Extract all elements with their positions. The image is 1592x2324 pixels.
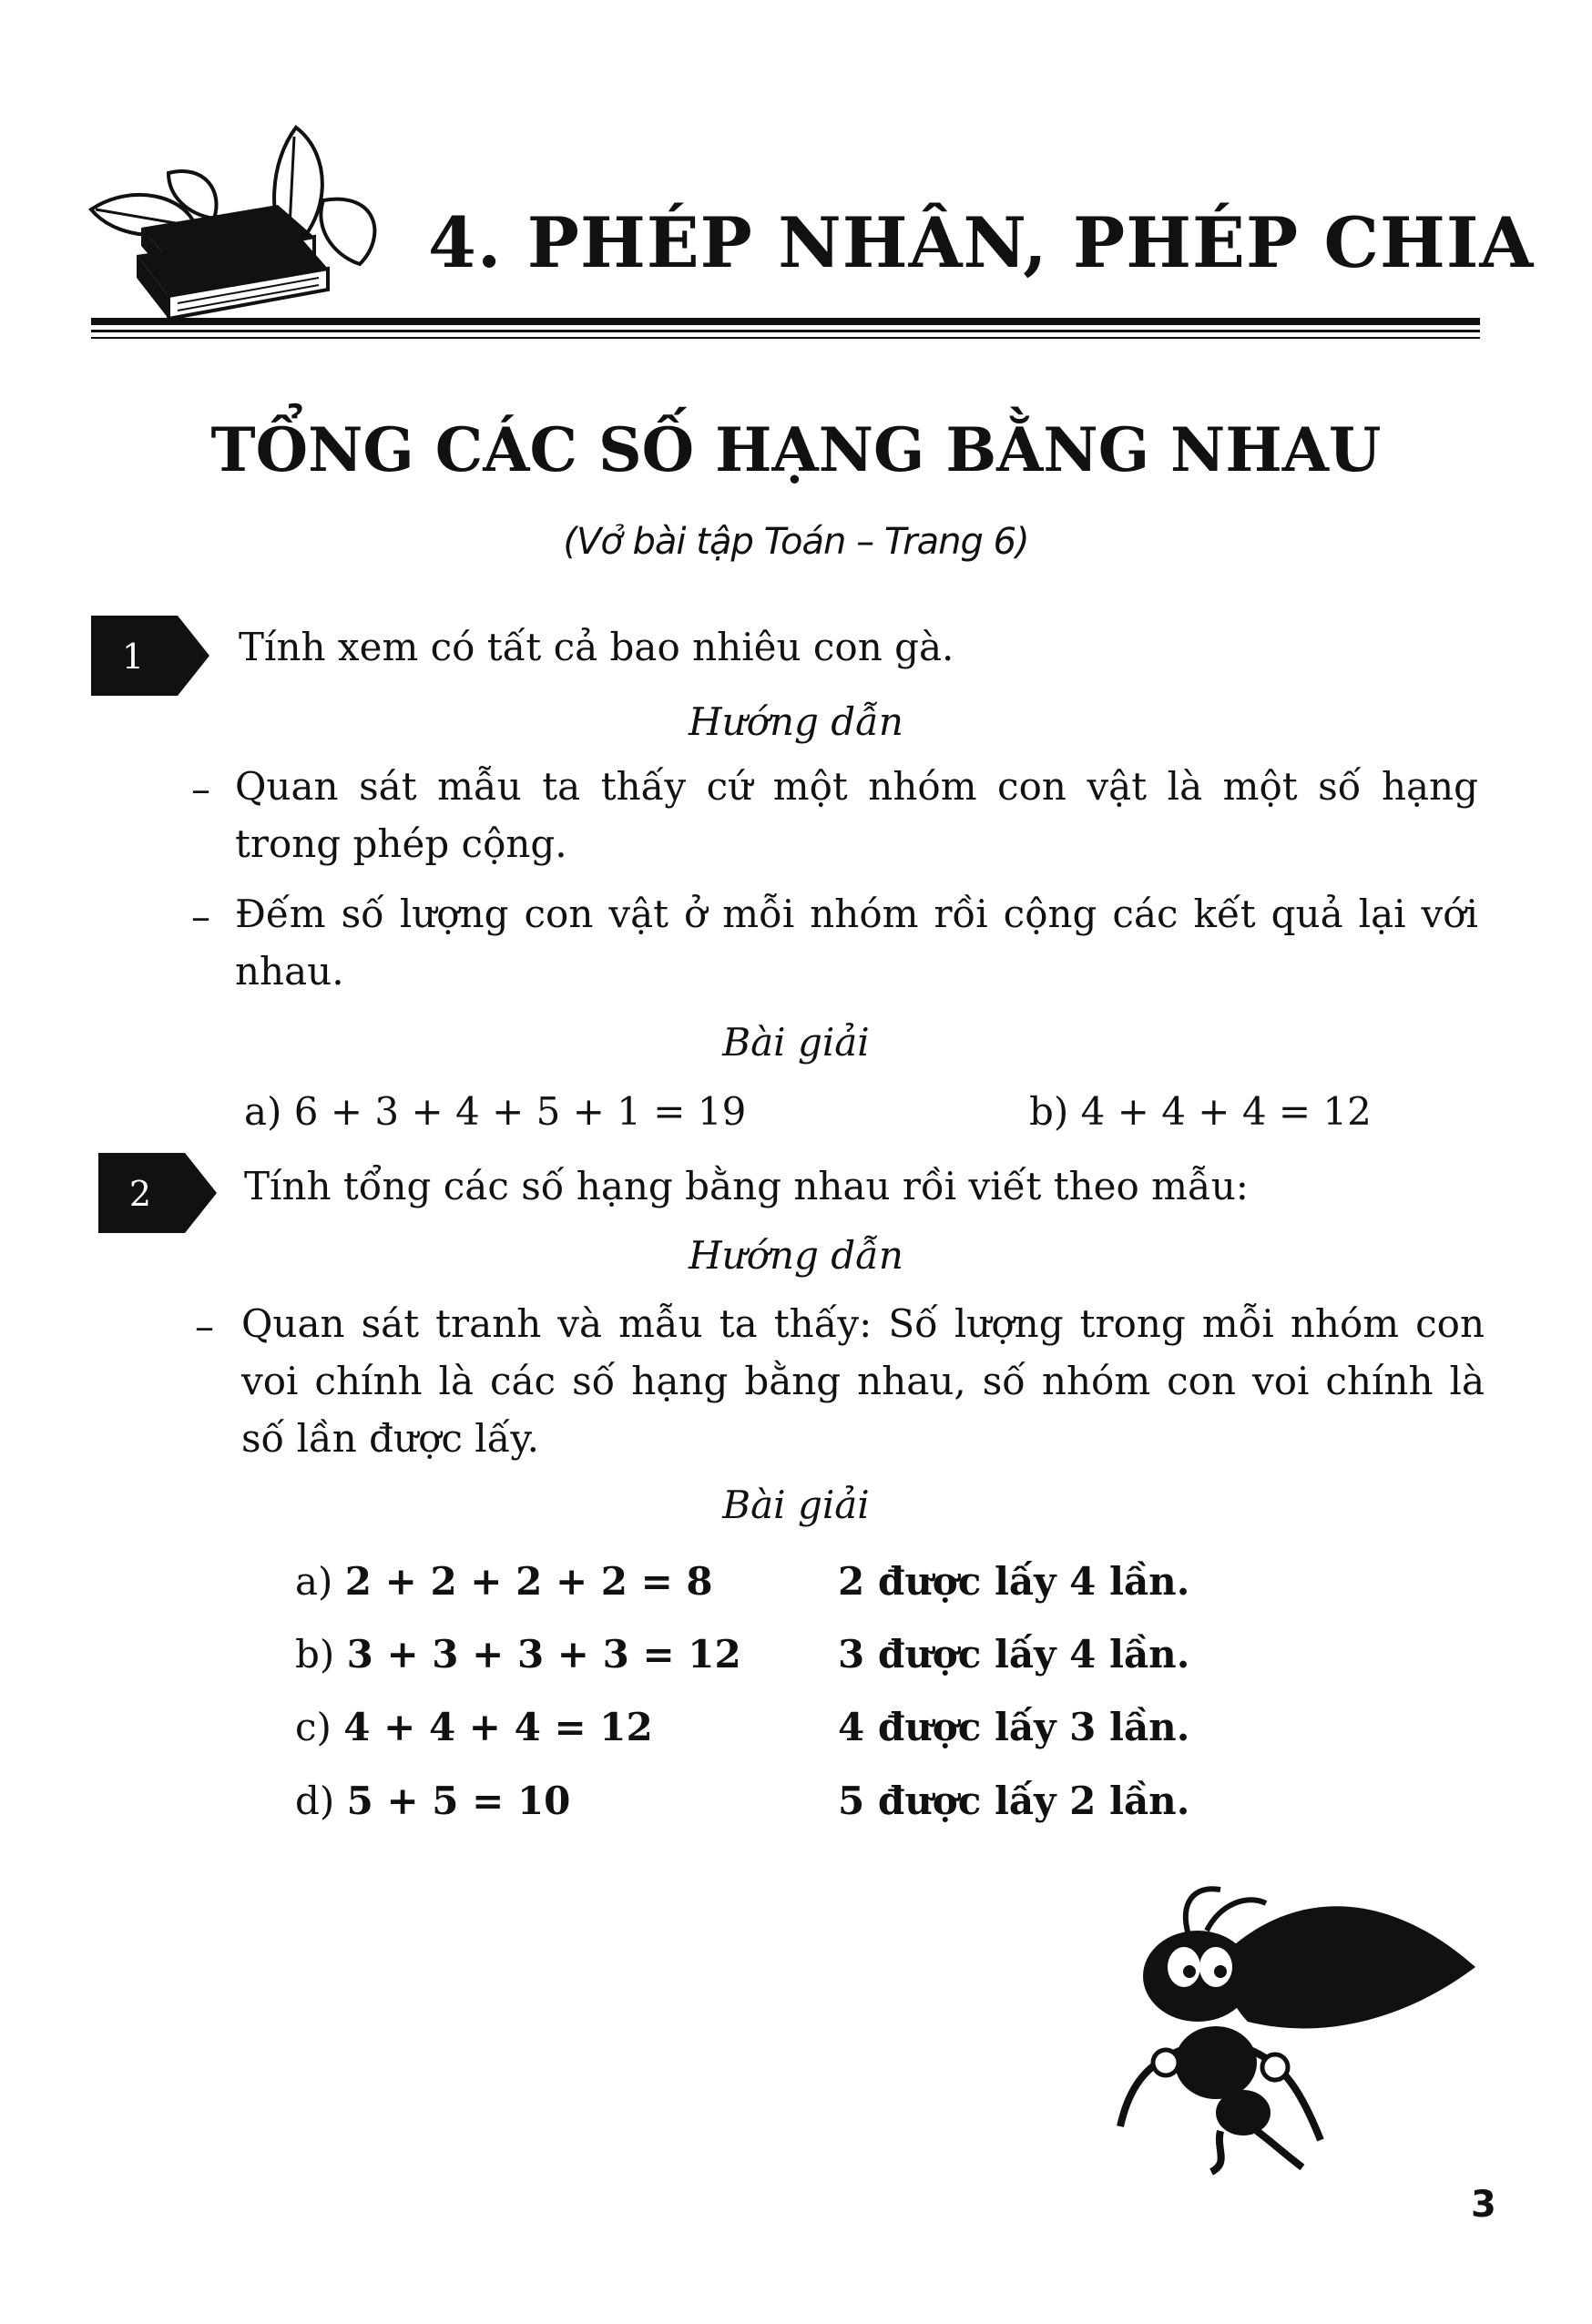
exercise-2-answer-row [295, 1632, 741, 1677]
exercise-1-guide-heading: Hướng dẫn [689, 699, 903, 744]
page-number: 3 [1471, 2184, 1496, 2226]
exercise-1-solution-heading: Bài giải [722, 1020, 870, 1065]
bullet-dash: – [195, 1304, 214, 1349]
header-rule [91, 318, 1480, 325]
exercise-1-guide-item: Đếm số lượng con vật ở mỗi nhóm rồi cộng các kết quả lại với nhau. [235, 892, 1478, 994]
answer-label: d) [295, 1779, 335, 1823]
bullet-dash: – [191, 894, 210, 939]
exercise-2-answer-row [295, 1779, 570, 1823]
exercise-1-guide-item: Quan sát mẫu ta thấy cứ một nhóm con vật là một số hạng trong phép cộng. [235, 764, 1478, 866]
answer-note: 2 được lấy 4 lần. [838, 1559, 1190, 1604]
exercise-2-question: Tính tổng các số hạng bằng nhau rồi viết theo mẫu: [244, 1164, 1249, 1208]
exercise-1-badge [91, 616, 214, 696]
section-title: TỔNG CÁC SỐ HẠNG BẰNG NHAU [210, 414, 1382, 485]
answer-expression: 3 + 3 + 3 + 3 = 12 [346, 1632, 741, 1677]
exercise-1-answer-a: a) 6 + 3 + 4 + 5 + 1 = 19 [244, 1089, 747, 1134]
books-leaves-illustration [87, 118, 396, 337]
exercise-2-answer-note [838, 1779, 1189, 1823]
chapter-title: 4. PHÉP NHÂN, PHÉP CHIA [428, 202, 1535, 283]
answer-expression: 4 + 4 + 4 = 12 [343, 1705, 653, 1749]
exercise-2-badge [98, 1153, 221, 1233]
exercise-2-guide-heading: Hướng dẫn [689, 1233, 903, 1278]
exercise-2-answer-row [295, 1705, 653, 1749]
answer-expression: 5 + 5 = 10 [346, 1779, 571, 1823]
exercise-2-answer-note [838, 1632, 1189, 1677]
answer-expression: 2 + 2 + 2 + 2 = 8 [344, 1559, 713, 1604]
answer-note: 4 được lấy 3 lần. [838, 1705, 1190, 1749]
exercise-1-answer-b: b) 4 + 4 + 4 = 12 [1029, 1089, 1372, 1134]
exercise-2-number: 2 [128, 1174, 152, 1214]
exercise-1-question: Tính xem có tất cả bao nhiêu con gà. [239, 625, 954, 669]
exercise-2-answer-note [838, 1559, 1189, 1604]
header-rule-hairline [91, 337, 1480, 339]
header-rule-thin [91, 330, 1480, 332]
ant-illustration [1093, 1867, 1494, 2176]
answer-label: c) [295, 1705, 332, 1749]
answer-note: 5 được lấy 2 lần. [838, 1779, 1190, 1823]
answer-label: b) [295, 1632, 335, 1677]
bullet-dash: – [191, 767, 210, 811]
answer-note: 3 được lấy 4 lần. [838, 1632, 1190, 1677]
source-note: (Vở bài tập Toán – Trang 6) [563, 521, 1029, 563]
exercise-2-answer-note [838, 1705, 1189, 1749]
exercise-2-answer-row [295, 1559, 713, 1604]
exercise-2-guide-item: Quan sát tranh và mẫu ta thấy: Số lượng trong mỗi nhóm con voi chính là các số hạng bằng nhau, số nhóm con voi chính là số lần được lấy. [241, 1301, 1485, 1461]
exercise-1-number: 1 [121, 637, 145, 677]
exercise-2-solution-heading: Bài giải [722, 1483, 870, 1527]
answer-label: a) [295, 1559, 333, 1604]
